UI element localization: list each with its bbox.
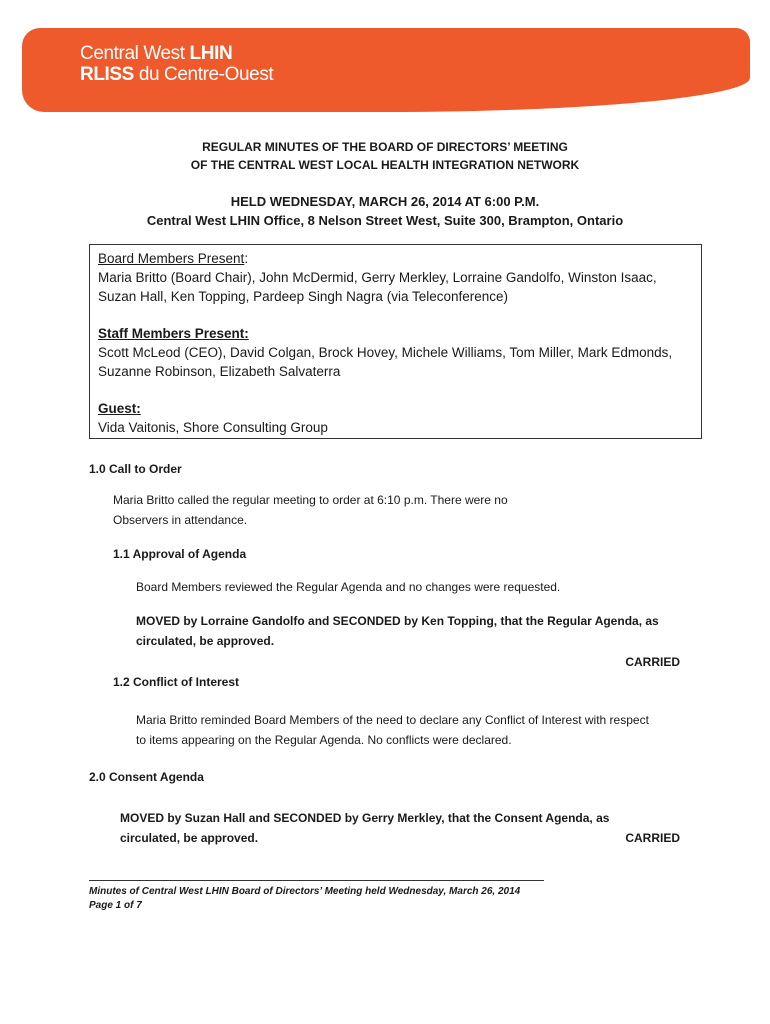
section-2-heading: 2.0 Consent Agenda	[89, 770, 204, 784]
section-1-1-motion: MOVED by Lorraine Gandolfo and SECONDED by Ken Topping, that the Regular Agenda, as circulated, be approved.	[136, 614, 659, 648]
guest-list: Vida Vaitonis, Shore Consulting Group	[98, 420, 328, 435]
staff-members-list: Scott McLeod (CEO), David Colgan, Brock Hovey, Michele Williams, Tom Miller, Mark Edmonds, Suzanne Robinson, Elizabeth Salvaterra	[98, 345, 673, 379]
section-1-1-result: CARRIED	[625, 655, 680, 669]
staff-members-label: Staff Members Present:	[98, 326, 249, 341]
section-1-1-heading: 1.1 Approval of Agenda	[113, 547, 247, 561]
section-1-heading: 1.0 Call to Order	[89, 462, 182, 476]
meeting-date: HELD WEDNESDAY, MARCH 26, 2014 AT 6:00 P.M.	[230, 194, 540, 209]
section-1-2-text: Maria Britto reminded Board Members of the need to declare any Conflict of Interest with respect to items appearing on the Regular Agenda. No conflicts were declared.	[136, 713, 649, 747]
meeting-location: Central West LHIN Office, 8 Nelson Street West, Suite 300, Brampton, Ontario	[146, 213, 624, 228]
board-label-colon: :	[244, 251, 249, 266]
section-2-motion: MOVED by Suzan Hall and SECONDED by Gerry Merkley, that the Consent Agenda, as circulated, be approved.	[120, 811, 610, 845]
board-members-label: Board Members Present	[98, 251, 245, 266]
page-number: Page 1 of 7	[89, 900, 142, 911]
section-1-1-text: Board Members reviewed the Regular Agenda and no changes were requested.	[136, 580, 561, 594]
section-1-2-heading: 1.2 Conflict of Interest	[113, 675, 240, 689]
lhin-logo: Central West LHIN RLISS du Centre-Ouest	[80, 43, 274, 85]
section-2-result: CARRIED	[625, 831, 680, 845]
footer-rule	[89, 880, 544, 881]
document-title-line1: REGULAR MINUTES OF THE BOARD OF DIRECTORS’ MEETING	[202, 140, 568, 154]
section-1-text: Maria Britto called the regular meeting to order at 6:10 p.m. There were no Observers in attendance.	[113, 493, 508, 527]
attendance-box	[89, 244, 702, 439]
footer-caption: Minutes of Central West LHIN Board of Directors’ Meeting held Wednesday, March 26, 2014	[89, 886, 521, 897]
board-members-list: Maria Britto (Board Chair), John McDermid, Gerry Merkley, Lorraine Gandolfo, Winston Isaac, Suzan Hall, Ken Topping, Pardeep Singh Nagra (via Teleconference)	[98, 270, 657, 304]
document-title-line2: OF THE CENTRAL WEST LOCAL HEALTH INTEGRATION NETWORK	[190, 158, 580, 172]
guest-label: Guest:	[98, 401, 141, 416]
